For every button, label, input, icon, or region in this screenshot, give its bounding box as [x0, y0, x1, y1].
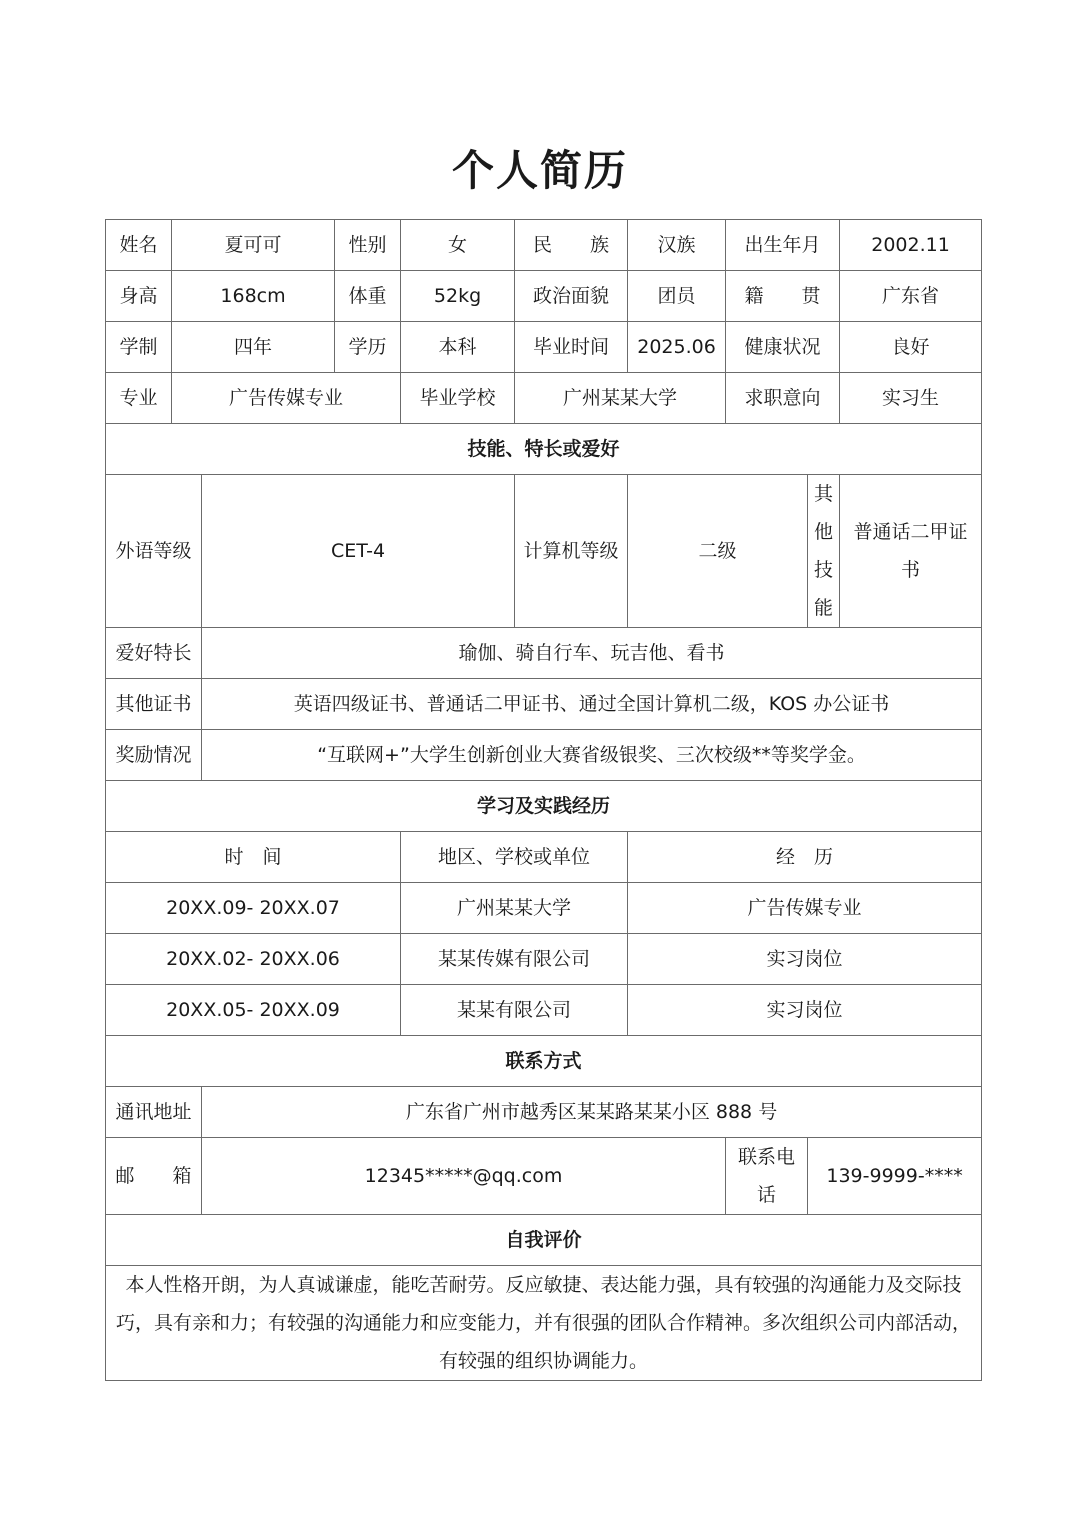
duration-value: 四年 [172, 322, 335, 373]
health-label: 健康状况 [726, 322, 840, 373]
weight-value: 52kg [401, 271, 515, 322]
experience-row [106, 883, 982, 934]
gender-value: 女 [401, 220, 515, 271]
email-label: 邮 箱 [106, 1138, 202, 1215]
col-exp-header: 经 历 [628, 832, 982, 883]
cert-label: 其他证书 [106, 679, 202, 730]
award-row [106, 730, 982, 781]
other-skill-label: 其他技能 [808, 475, 840, 628]
email-phone-row [106, 1138, 982, 1215]
skills-heading: 技能、特长或爱好 [106, 424, 982, 475]
col-time-header: 时 间 [106, 832, 401, 883]
experience-place: 广州某某大学 [401, 883, 628, 934]
other-skill-line-2: 书 [901, 559, 921, 581]
skills-heading-row [106, 424, 982, 475]
lang-value: CET-4 [202, 475, 515, 628]
lang-label: 外语等级 [106, 475, 202, 628]
evaluation-row [106, 1266, 982, 1381]
weight-label: 体重 [335, 271, 401, 322]
experience-time: 20XX.02- 20XX.06 [106, 934, 401, 985]
gender-label: 性别 [335, 220, 401, 271]
phone-label: 联系电话 [726, 1138, 808, 1215]
major-value: 广告传媒专业 [172, 373, 401, 424]
experience-row [106, 985, 982, 1036]
experience-time: 20XX.05- 20XX.09 [106, 985, 401, 1036]
cert-row [106, 679, 982, 730]
experience-header-row [106, 832, 982, 883]
experience-time: 20XX.09- 20XX.07 [106, 883, 401, 934]
ethnicity-label: 民 族 [515, 220, 628, 271]
height-label: 身高 [106, 271, 172, 322]
address-value: 广东省广州市越秀区某某路某某小区 888 号 [202, 1087, 982, 1138]
height-value: 168cm [172, 271, 335, 322]
ethnicity-value: 汉族 [628, 220, 726, 271]
degree-label: 学历 [335, 322, 401, 373]
evaluation-text: 本人性格开朗，为人真诚谦虚，能吃苦耐劳。反应敏捷、表达能力强，具有较强的沟通能力及交际技巧，具有亲和力；有较强的沟通能力和应变能力，并有很强的团队合作精神。多次组织公司内部活动，有较强的组织协调能力。 [106, 1266, 982, 1381]
evaluation-heading: 自我评价 [106, 1215, 982, 1266]
name-label: 姓名 [106, 220, 172, 271]
computer-value: 二级 [628, 475, 808, 628]
resume-table [105, 219, 982, 1381]
computer-label: 计算机等级 [515, 475, 628, 628]
skills-levels-row [106, 475, 982, 628]
basic-row-4 [106, 373, 982, 424]
address-label: 通讯地址 [106, 1087, 202, 1138]
duration-label: 学制 [106, 322, 172, 373]
political-label: 政治面貌 [515, 271, 628, 322]
contact-heading-row [106, 1036, 982, 1087]
grad-time-label: 毕业时间 [515, 322, 628, 373]
intent-value: 实习生 [840, 373, 982, 424]
experience-place: 某某有限公司 [401, 985, 628, 1036]
award-label: 奖励情况 [106, 730, 202, 781]
experience-desc: 实习岗位 [628, 985, 982, 1036]
address-row [106, 1087, 982, 1138]
hobby-value: 瑜伽、骑自行车、玩吉他、看书 [202, 628, 982, 679]
school-value: 广州某某大学 [515, 373, 726, 424]
intent-label: 求职意向 [726, 373, 840, 424]
name-value: 夏可可 [172, 220, 335, 271]
school-label: 毕业学校 [401, 373, 515, 424]
phone-value: 139-9999-**** [808, 1138, 982, 1215]
experience-heading: 学习及实践经历 [106, 781, 982, 832]
email-value: 12345*****@qq.com [202, 1138, 726, 1215]
degree-value: 本科 [401, 322, 515, 373]
evaluation-heading-row [106, 1215, 982, 1266]
birth-value: 2002.11 [840, 220, 982, 271]
basic-row-1 [106, 220, 982, 271]
col-place-header: 地区、学校或单位 [401, 832, 628, 883]
birth-label: 出生年月 [726, 220, 840, 271]
experience-desc: 广告传媒专业 [628, 883, 982, 934]
hobby-label: 爱好特长 [106, 628, 202, 679]
page-title: 个人简历 [451, 146, 628, 195]
basic-row-2 [106, 271, 982, 322]
political-value: 团员 [628, 271, 726, 322]
experience-heading-row [106, 781, 982, 832]
experience-row [106, 934, 982, 985]
other-skill-line-1: 普通话二甲证 [853, 521, 968, 543]
health-value: 良好 [840, 322, 982, 373]
hobby-row [106, 628, 982, 679]
cert-value: 英语四级证书、普通话二甲证书、通过全国计算机二级，KOS 办公证书 [202, 679, 982, 730]
grad-time-value: 2025.06 [628, 322, 726, 373]
native-value: 广东省 [840, 271, 982, 322]
major-label: 专业 [106, 373, 172, 424]
other-skill-value [840, 475, 982, 628]
experience-place: 某某传媒有限公司 [401, 934, 628, 985]
contact-heading: 联系方式 [106, 1036, 982, 1087]
award-value: “互联网+”大学生创新创业大赛省级银奖、三次校级**等奖学金。 [202, 730, 982, 781]
basic-row-3 [106, 322, 982, 373]
native-label: 籍 贯 [726, 271, 840, 322]
experience-desc: 实习岗位 [628, 934, 982, 985]
